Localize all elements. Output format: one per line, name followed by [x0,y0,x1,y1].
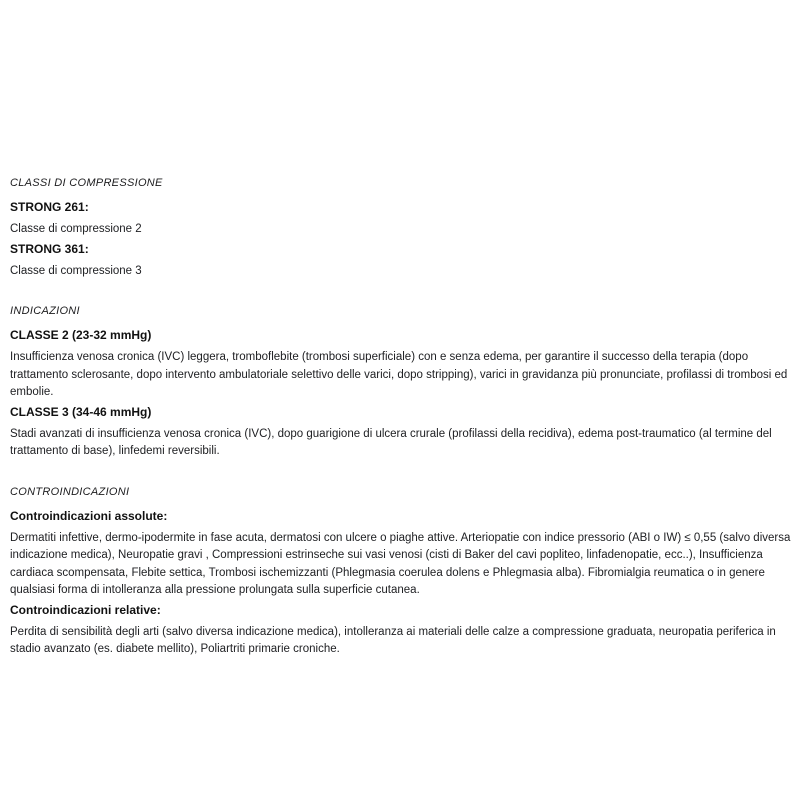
section-heading-classi-di-compressione: CLASSI DI COMPRESSIONE [10,177,163,189]
label-classe-2: CLASSE 2 (23-32 mmHg) [10,328,152,342]
label-strong-361: STRONG 361: [10,241,89,256]
label-controindicazioni-assolute: Controindicazioni assolute: [10,508,168,523]
text-strong-261: Classe di compressione 2 [10,223,142,235]
section-controindicazioni [10,485,791,659]
text-controindicazioni-assolute: Dermatiti infettive, dermo-ipodermite in fase acuta, dermatosi con ulcere o piaghe attive. Arteriopatie con indice pressorio (ABI o IW) ≤ 0,55 (salvo diversa indicazione medica), Neuropatie gravi , Compressioni estrinseche sui vasi venosi (cisti di Baker del cavi popliteo, linfadenopatie, ecc..), Insufficienza cardiaca scompensata, Flebite settica, Trombosi ischemizzanti (Phlegmasia coerulea dolens e Phlegmasia alba). Fibromialgia reumatica o in genere qualsiasi forma di intolleranza alla pressione prolungata sulla superficie cutanea. [10,531,791,596]
label-classe-3: CLASSE 3 (34-46 mmHg) [10,404,152,419]
section-indicazioni [10,304,791,461]
section-classi-di-compressione [10,176,791,280]
label-strong-261: STRONG 261: [10,200,89,214]
text-strong-361: Classe di compressione 3 [10,264,142,277]
section-heading-indicazioni: INDICAZIONI [10,305,80,317]
section-heading-controindicazioni: CONTROINDICAZIONI [10,485,130,498]
label-controindicazioni-relative: Controindicazioni relative: [10,602,161,617]
text-classe-2: Insufficienza venosa cronica (IVC) leggera, tromboflebite (trombosi superficiale) con e senza edema, per garantire il successo della terapia (dopo trattamento sclerosante, dopo intervento ambulatoriale selettivo delle varici, dopo stripping), varici in gravidanza più pronunciate, profilassi di trombosi ed embolie. [10,351,788,398]
text-classe-3: Stadi avanzati di insufficienza venosa cronica (IVC), dopo guarigione di ulcera crurale (profilassi della recidiva), edema post-traumatico (al termine del trattamento di base), linfedemi reversibili. [10,427,772,457]
text-controindicazioni-relative: Perdita di sensibilità degli arti (salvo diversa indicazione medica), intolleranza ai materiali delle calze a compressione graduata, neuropatia periferica in stadio avanzato (es. diabete mellito), Poliartriti primarie croniche. [10,625,776,655]
